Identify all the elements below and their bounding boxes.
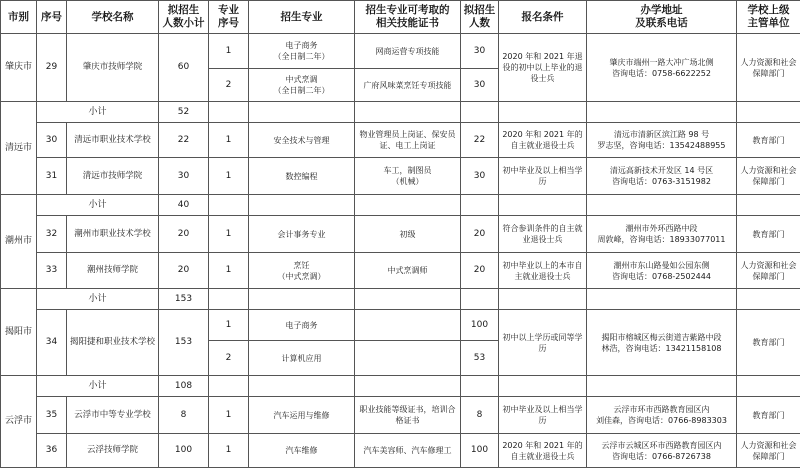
- count-cell: 22: [461, 123, 499, 158]
- table-row: [1, 123, 800, 158]
- major-seq-cell: 1: [209, 434, 249, 468]
- school-cell: 潮州市职业技术学校: [67, 216, 159, 253]
- address-cell: 清远高新技术开发区 14 号区 咨询电话：0763-3151982: [587, 158, 737, 195]
- cert-cell: 职业技能等级证书，培训合格证书: [355, 397, 461, 434]
- header-cert: 招生专业可考取的 相关技能证书: [355, 1, 461, 34]
- subtotal-label: 小计: [37, 102, 159, 123]
- address-cell: 云浮市云城区环市西路教育园区内 咨询电话：0766-8726738: [587, 434, 737, 468]
- subtotal-label: 小计: [37, 376, 159, 397]
- header-row: [1, 1, 800, 34]
- major-seq-cell: 1: [209, 253, 249, 289]
- major-seq-cell: 1: [209, 310, 249, 341]
- dept-cell: 教育部门: [737, 397, 800, 434]
- address-cell: 潮州市东山路曼如公园东侧 咨询电话：0768-2502444: [587, 253, 737, 289]
- cert-cell: 车工，制图员 （机械）: [355, 158, 461, 195]
- dept-cell: 人力资源和社会保障部门: [737, 158, 800, 195]
- city-cell: 云浮市: [1, 376, 37, 468]
- subtotal-value: 40: [159, 195, 209, 216]
- count-cell: 8: [461, 397, 499, 434]
- count-cell: 100: [461, 434, 499, 468]
- major-seq-cell: 1: [209, 216, 249, 253]
- address-cell: 潮州市外环西路中段 周敦峰，咨询电话：18933077011: [587, 216, 737, 253]
- city-cell: 肇庆市: [1, 34, 37, 102]
- header-dept: 学校上级 主管单位: [737, 1, 800, 34]
- major-cell: 汽车维修: [249, 434, 355, 468]
- header-seq: 序号: [37, 1, 67, 34]
- condition-cell: 初中以上学历或同等学历: [499, 310, 587, 376]
- cert-cell: 物业管理员上岗证、保安员证、电工上岗证: [355, 123, 461, 158]
- subtotal-label: 小计: [37, 195, 159, 216]
- address-cell: 清远市清新区滨江路 98 号 罗志坚，咨询电话：13542488955: [587, 123, 737, 158]
- school-cell: 云浮市中等专业学校: [67, 397, 159, 434]
- table-row: [1, 34, 800, 69]
- address-cell: 肇庆市端州一路大冲广场北侧 咨询电话：0758-6622252: [587, 34, 737, 102]
- header-major-seq: 专业 序号: [209, 1, 249, 34]
- subtotal-value: 52: [159, 102, 209, 123]
- condition-cell: 2020 年和 2021 年的自主就业退役士兵: [499, 434, 587, 468]
- count-cell: 30: [461, 158, 499, 195]
- total-cell: 20: [159, 253, 209, 289]
- seq-cell: 35: [37, 397, 67, 434]
- count-cell: 53: [461, 341, 499, 376]
- count-cell: 30: [461, 69, 499, 102]
- subtotal-value: 153: [159, 289, 209, 310]
- header-planned: 拟招生 人数: [461, 1, 499, 34]
- table-row: [1, 310, 800, 341]
- major-cell: 安全技术与管理: [249, 123, 355, 158]
- total-cell: 20: [159, 216, 209, 253]
- school-cell: 肇庆市技师学院: [67, 34, 159, 102]
- school-cell: 潮州技师学院: [67, 253, 159, 289]
- condition-cell: 符合参训条件的自主就业退役士兵: [499, 216, 587, 253]
- seq-cell: 31: [37, 158, 67, 195]
- count-cell: 100: [461, 310, 499, 341]
- table-row: [1, 216, 800, 253]
- condition-cell: 初中毕业及以上相当学历: [499, 397, 587, 434]
- seq-cell: 29: [37, 34, 67, 102]
- major-cell: 汽车运用与维修: [249, 397, 355, 434]
- dept-cell: 教育部门: [737, 123, 800, 158]
- city-cell: 潮州市: [1, 195, 37, 289]
- cert-cell: 汽车美容师、汽车修理工: [355, 434, 461, 468]
- count-cell: 20: [461, 253, 499, 289]
- address-cell: 云浮市环市西路教育园区内 刘佳森，咨询电话：0766-8983303: [587, 397, 737, 434]
- table-row: [1, 397, 800, 434]
- seq-cell: 32: [37, 216, 67, 253]
- header-planned-total: 拟招生 人数小计: [159, 1, 209, 34]
- school-cell: 揭阳捷和职业技术学校: [67, 310, 159, 376]
- seq-cell: 30: [37, 123, 67, 158]
- seq-cell: 34: [37, 310, 67, 376]
- major-seq-cell: 1: [209, 158, 249, 195]
- condition-cell: 初中毕业及以上相当学历: [499, 158, 587, 195]
- cert-cell: [355, 310, 461, 341]
- major-seq-cell: 1: [209, 34, 249, 69]
- table-row: [1, 158, 800, 195]
- total-cell: 153: [159, 310, 209, 376]
- header-school: 学校名称: [67, 1, 159, 34]
- seq-cell: 36: [37, 434, 67, 468]
- subtotal-row: [1, 289, 800, 310]
- school-cell: 云浮技师学院: [67, 434, 159, 468]
- city-cell: 揭阳市: [1, 289, 37, 376]
- subtotal-row: [1, 195, 800, 216]
- dept-cell: 人力资源和社会保障部门: [737, 253, 800, 289]
- city-cell: 清远市: [1, 102, 37, 195]
- subtotal-label: 小计: [37, 289, 159, 310]
- dept-cell: 人力资源和社会保障部门: [737, 34, 800, 102]
- header-address: 办学地址 及联系电话: [587, 1, 737, 34]
- subtotal-row: [1, 376, 800, 397]
- cert-cell: 网商运营专项技能: [355, 34, 461, 69]
- major-seq-cell: 2: [209, 341, 249, 376]
- header-city: 市别: [1, 1, 37, 34]
- dept-cell: 教育部门: [737, 310, 800, 376]
- seq-cell: 33: [37, 253, 67, 289]
- major-cell: 会计事务专业: [249, 216, 355, 253]
- count-cell: 30: [461, 34, 499, 69]
- school-cell: 清远市技师学院: [67, 158, 159, 195]
- address-cell: 揭阳市榕城区梅云街道吉紫路中段 林浩，咨询电话：13421158108: [587, 310, 737, 376]
- major-cell: 电子商务: [249, 310, 355, 341]
- condition-cell: 2020 年和 2021 年退役的初中以上毕业的退役士兵: [499, 34, 587, 102]
- total-cell: 22: [159, 123, 209, 158]
- header-condition: 报名条件: [499, 1, 587, 34]
- major-cell: 烹饪 （中式烹调）: [249, 253, 355, 289]
- header-major: 招生专业: [249, 1, 355, 34]
- cert-cell: [355, 341, 461, 376]
- dept-cell: 人力资源和社会保障部门: [737, 434, 800, 468]
- total-cell: 8: [159, 397, 209, 434]
- major-cell: 计算机应用: [249, 341, 355, 376]
- major-cell: 数控编程: [249, 158, 355, 195]
- table-row: [1, 253, 800, 289]
- count-cell: 20: [461, 216, 499, 253]
- condition-cell: 初中毕业以上的本市自主就业退役士兵: [499, 253, 587, 289]
- major-seq-cell: 2: [209, 69, 249, 102]
- total-cell: 100: [159, 434, 209, 468]
- cert-cell: 初级: [355, 216, 461, 253]
- major-seq-cell: 1: [209, 397, 249, 434]
- major-seq-cell: 1: [209, 123, 249, 158]
- total-cell: 60: [159, 34, 209, 102]
- condition-cell: 2020 年和 2021 年的自主就业退役士兵: [499, 123, 587, 158]
- major-cell: 中式烹调 （全日制二年）: [249, 69, 355, 102]
- major-cell: 电子商务 （全日制二年）: [249, 34, 355, 69]
- total-cell: 30: [159, 158, 209, 195]
- subtotal-value: 108: [159, 376, 209, 397]
- dept-cell: 教育部门: [737, 216, 800, 253]
- cert-cell: 广府风味菜烹饪专项技能: [355, 69, 461, 102]
- cert-cell: 中式烹调师: [355, 253, 461, 289]
- subtotal-row: [1, 102, 800, 123]
- table-row: [1, 434, 800, 468]
- school-cell: 清远市职业技术学校: [67, 123, 159, 158]
